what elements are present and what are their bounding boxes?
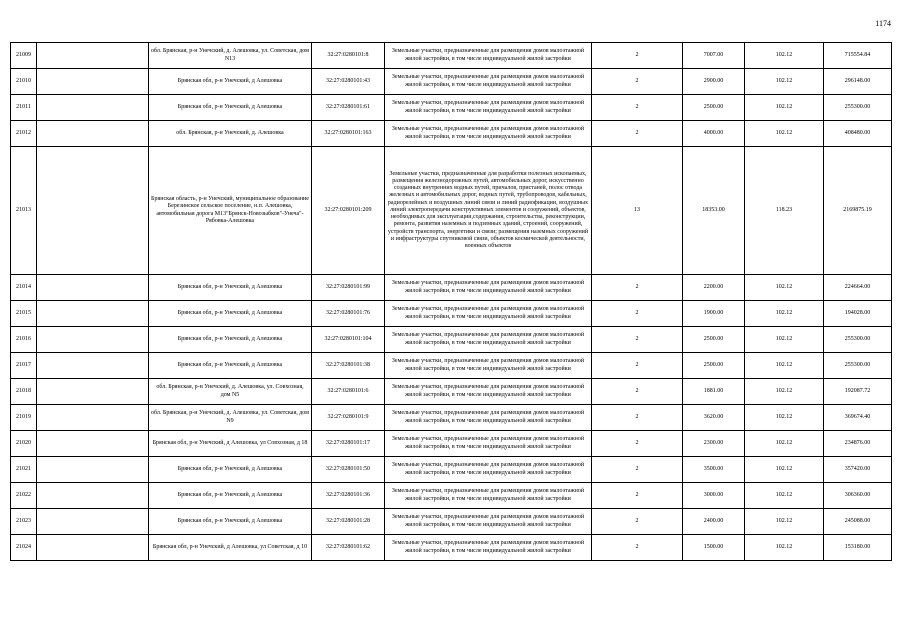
row-id: 21021 [11,457,37,483]
area-cell: 2900.00 [683,69,745,95]
table-row [11,43,892,69]
rate-cell: 102.12 [745,275,824,301]
address-cell: Брянская обл, р-н Унечский, д Алешовка [149,353,312,379]
area-cell: 2300.00 [683,431,745,457]
cadastral-number-cell: 32:27:0280101:8 [312,43,385,69]
address-cell: Брянская область, р-н Унечский, муниципальное образование Березинское сельское поселение, н.п. Алешовка, автомобильная дорога М13"Брянск-Новозыбков"-Унеча"-Рябовка-Алешовка [149,147,312,275]
area-cell: 1500.00 [683,535,745,561]
area-cell: 1900.00 [683,301,745,327]
empty-cell [37,147,149,275]
cadastral-number-cell: 32:27:0280101:62 [312,535,385,561]
rate-cell: 102.12 [745,509,824,535]
rate-cell: 102.12 [745,69,824,95]
area-cell: 3620.00 [683,405,745,431]
land-use-cell: Земельные участки, предназначенные для размещения домов малоэтажной жилой застройки, в том числе индивидуальной жилой застройки [385,431,592,457]
address-cell: Брянская обл, р-н Унечский, д Алешовка [149,483,312,509]
rate-cell: 102.12 [745,327,824,353]
cadastral-value-cell: 234876.00 [824,431,892,457]
land-use-cell: Земельные участки, предназначенные для размещения домов малоэтажной жилой застройки, в том числе индивидуальной жилой застройки [385,121,592,147]
land-registry-table [10,42,892,561]
cadastral-value-cell: 2169875.19 [824,147,892,275]
empty-cell [37,69,149,95]
area-cell: 18353.00 [683,147,745,275]
cadastral-number-cell: 32:27:0280101:17 [312,431,385,457]
table-row [11,405,892,431]
row-id: 21015 [11,301,37,327]
cadastral-value-cell: 255300.00 [824,327,892,353]
address-cell: Брянская обл, р-н Унечский, д Алешовка [149,327,312,353]
row-id: 21010 [11,69,37,95]
table-row [11,379,892,405]
rate-cell: 118.23 [745,147,824,275]
cadastral-value-cell: 357420.00 [824,457,892,483]
cadastral-number-cell: 32:27:0280101:99 [312,275,385,301]
land-use-cell: Земельные участки, предназначенные для размещения домов малоэтажной жилой застройки, в том числе индивидуальной жилой застройки [385,509,592,535]
cadastral-value-cell: 255300.00 [824,95,892,121]
rate-cell: 102.12 [745,535,824,561]
table-row [11,457,892,483]
land-use-cell: Земельные участки, предназначенные для размещения домов малоэтажной жилой застройки, в том числе индивидуальной жилой застройки [385,301,592,327]
category-code-cell: 2 [592,69,683,95]
address-cell: Брянская обл, р-н Унечский, д Алешовка [149,95,312,121]
rate-cell: 102.12 [745,43,824,69]
row-id: 21013 [11,147,37,275]
cadastral-number-cell: 32:27:0280101:38 [312,353,385,379]
cadastral-value-cell: 715554.84 [824,43,892,69]
area-cell: 4000.00 [683,121,745,147]
table-row [11,95,892,121]
category-code-cell: 2 [592,405,683,431]
land-use-cell: Земельные участки, предназначенные для размещения домов малоэтажной жилой застройки, в том числе индивидуальной жилой застройки [385,405,592,431]
address-cell: обл. Брянская, р-н Унечский, д. Алешовка, ул. Совхозная, дом N5 [149,379,312,405]
rate-cell: 102.12 [745,457,824,483]
rate-cell: 102.12 [745,431,824,457]
category-code-cell: 2 [592,43,683,69]
area-cell: 1881.00 [683,379,745,405]
cadastral-value-cell: 245088.00 [824,509,892,535]
empty-cell [37,431,149,457]
area-cell: 2400.00 [683,509,745,535]
row-id: 21014 [11,275,37,301]
rate-cell: 102.12 [745,379,824,405]
table-row [11,69,892,95]
land-use-cell: Земельные участки, предназначенные для размещения домов малоэтажной жилой застройки, в том числе индивидуальной жилой застройки [385,457,592,483]
rate-cell: 102.12 [745,405,824,431]
address-cell: Брянская обл, р-н Унечский, д Алешовка, ул Советская, д 10 [149,535,312,561]
category-code-cell: 2 [592,431,683,457]
table-row [11,121,892,147]
category-code-cell: 2 [592,483,683,509]
area-cell: 2500.00 [683,353,745,379]
cadastral-value-cell: 224664.00 [824,275,892,301]
empty-cell [37,327,149,353]
row-id: 21017 [11,353,37,379]
area-cell: 2200.00 [683,275,745,301]
cadastral-number-cell: 32:27:0280101:104 [312,327,385,353]
land-use-cell: Земельные участки, предназначенные для размещения домов малоэтажной жилой застройки, в том числе индивидуальной жилой застройки [385,327,592,353]
cadastral-number-cell: 32:27:0280101:28 [312,509,385,535]
table-row [11,301,892,327]
rate-cell: 102.12 [745,301,824,327]
land-use-cell: Земельные участки, предназначенные для размещения домов малоэтажной жилой застройки, в том числе индивидуальной жилой застройки [385,379,592,405]
land-use-cell: Земельные участки, предназначенные для размещения домов малоэтажной жилой застройки, в том числе индивидуальной жилой застройки [385,535,592,561]
row-id: 21019 [11,405,37,431]
table-row [11,509,892,535]
land-use-cell: Земельные участки, предназначенные для размещения домов малоэтажной жилой застройки, в том числе индивидуальной жилой застройки [385,275,592,301]
area-cell: 2500.00 [683,327,745,353]
row-id: 21012 [11,121,37,147]
address-cell: обл. Брянская, р-н Унечский, д. Алешовка, ул. Советская, дом N13 [149,43,312,69]
area-cell: 7007.00 [683,43,745,69]
land-use-cell: Земельные участки, предназначенные для размещения домов малоэтажной жилой застройки, в том числе индивидуальной жилой застройки [385,353,592,379]
empty-cell [37,483,149,509]
land-use-cell: Земельные участки, предназначенные для размещения домов малоэтажной жилой застройки, в том числе индивидуальной жилой застройки [385,43,592,69]
table-row [11,431,892,457]
address-cell: обл. Брянская, р-н Унечский, д. Алешовка [149,121,312,147]
cadastral-number-cell: 32:27:0280101:43 [312,69,385,95]
empty-cell [37,353,149,379]
category-code-cell: 2 [592,457,683,483]
category-code-cell: 2 [592,509,683,535]
table-row [11,483,892,509]
row-id: 21020 [11,431,37,457]
category-code-cell: 2 [592,327,683,353]
category-code-cell: 2 [592,301,683,327]
row-id: 21024 [11,535,37,561]
land-use-cell: Земельные участки, предназначенные для размещения домов малоэтажной жилой застройки, в том числе индивидуальной жилой застройки [385,483,592,509]
page-number: 1174 [875,19,891,28]
cadastral-value-cell: 194028.00 [824,301,892,327]
empty-cell [37,457,149,483]
empty-cell [37,379,149,405]
empty-cell [37,43,149,69]
cadastral-number-cell: 32:27:0280101:76 [312,301,385,327]
area-cell: 3500.00 [683,457,745,483]
row-id: 21011 [11,95,37,121]
address-cell: Брянская обл, р-н Унечский, д Алешовка [149,301,312,327]
empty-cell [37,301,149,327]
land-use-cell: Земельные участки, предназначенные для размещения домов малоэтажной жилой застройки, в том числе индивидуальной жилой застройки [385,69,592,95]
area-cell: 2500.00 [683,95,745,121]
category-code-cell: 2 [592,353,683,379]
category-code-cell: 2 [592,275,683,301]
table-row [11,147,892,275]
area-cell: 3000.00 [683,483,745,509]
table-row [11,353,892,379]
cadastral-value-cell: 192087.72 [824,379,892,405]
address-cell: Брянская обл, р-н Унечский, д Алешовка [149,457,312,483]
row-id: 21018 [11,379,37,405]
category-code-cell: 2 [592,535,683,561]
cadastral-number-cell: 32:27:0280101:6 [312,379,385,405]
category-code-cell: 13 [592,147,683,275]
cadastral-number-cell: 32:27:0280101:61 [312,95,385,121]
empty-cell [37,95,149,121]
cadastral-number-cell: 32:27:0280101:36 [312,483,385,509]
empty-cell [37,275,149,301]
row-id: 21022 [11,483,37,509]
empty-cell [37,121,149,147]
table-body [11,43,892,561]
empty-cell [37,535,149,561]
cadastral-value-cell: 369674.40 [824,405,892,431]
category-code-cell: 2 [592,121,683,147]
cadastral-value-cell: 408480.00 [824,121,892,147]
row-id: 21016 [11,327,37,353]
row-id: 21023 [11,509,37,535]
rate-cell: 102.12 [745,483,824,509]
empty-cell [37,509,149,535]
table-row [11,275,892,301]
address-cell: Брянская обл, р-н Унечский, д Алешовка [149,69,312,95]
address-cell: обл. Брянская, р-н Унечский, д. Алешовка, ул. Советская, дом N9 [149,405,312,431]
cadastral-number-cell: 32:27:0280101:209 [312,147,385,275]
cadastral-value-cell: 153180.00 [824,535,892,561]
category-code-cell: 2 [592,379,683,405]
address-cell: Брянская обл, р-н Унечский, д Алешовка [149,275,312,301]
land-use-cell: Земельные участки, предназначенные для размещения домов малоэтажной жилой застройки, в том числе индивидуальной жилой застройки [385,95,592,121]
land-use-cell: Земельные участки, предназначенные для разработки полезных ископаемых, размещения железнодорожных путей, автомобильных дорог, искусственно созданных внутренних водных путей, причалов, пристаней, полос отвода железных и автомобильных дорог, водных путей, трубопроводов, кабельных, радиорелейных и воздушных линий связи и линий радиофикации, воздушных линий электропередачи конструктивных элементов и сооружений, объектов, необходимых для эксплуатации,содержания, строительства, реконструкции, ремонта, развития наземных и подземных зданий, строений, сооружений, устройств транспорта, энергетики и связи; размещения наземных сооружений и инфраструктуры спутниковой связи, объектов космической деятельности, военных объектов [385,147,592,275]
category-code-cell: 2 [592,95,683,121]
cadastral-value-cell: 296148.00 [824,69,892,95]
cadastral-number-cell: 32:27:0280101:9 [312,405,385,431]
cadastral-value-cell: 255300.00 [824,353,892,379]
table-row [11,535,892,561]
address-cell: Брянская обл, р-н Унечский, д Алешовка, ул Совхозная, д 18 [149,431,312,457]
empty-cell [37,405,149,431]
row-id: 21009 [11,43,37,69]
cadastral-value-cell: 306360.00 [824,483,892,509]
address-cell: Брянская обл, р-н Унечский, д Алешовка [149,509,312,535]
cadastral-number-cell: 32:27:0280101:50 [312,457,385,483]
rate-cell: 102.12 [745,121,824,147]
rate-cell: 102.12 [745,95,824,121]
cadastral-number-cell: 32:27:0280101:163 [312,121,385,147]
rate-cell: 102.12 [745,353,824,379]
table-row [11,327,892,353]
